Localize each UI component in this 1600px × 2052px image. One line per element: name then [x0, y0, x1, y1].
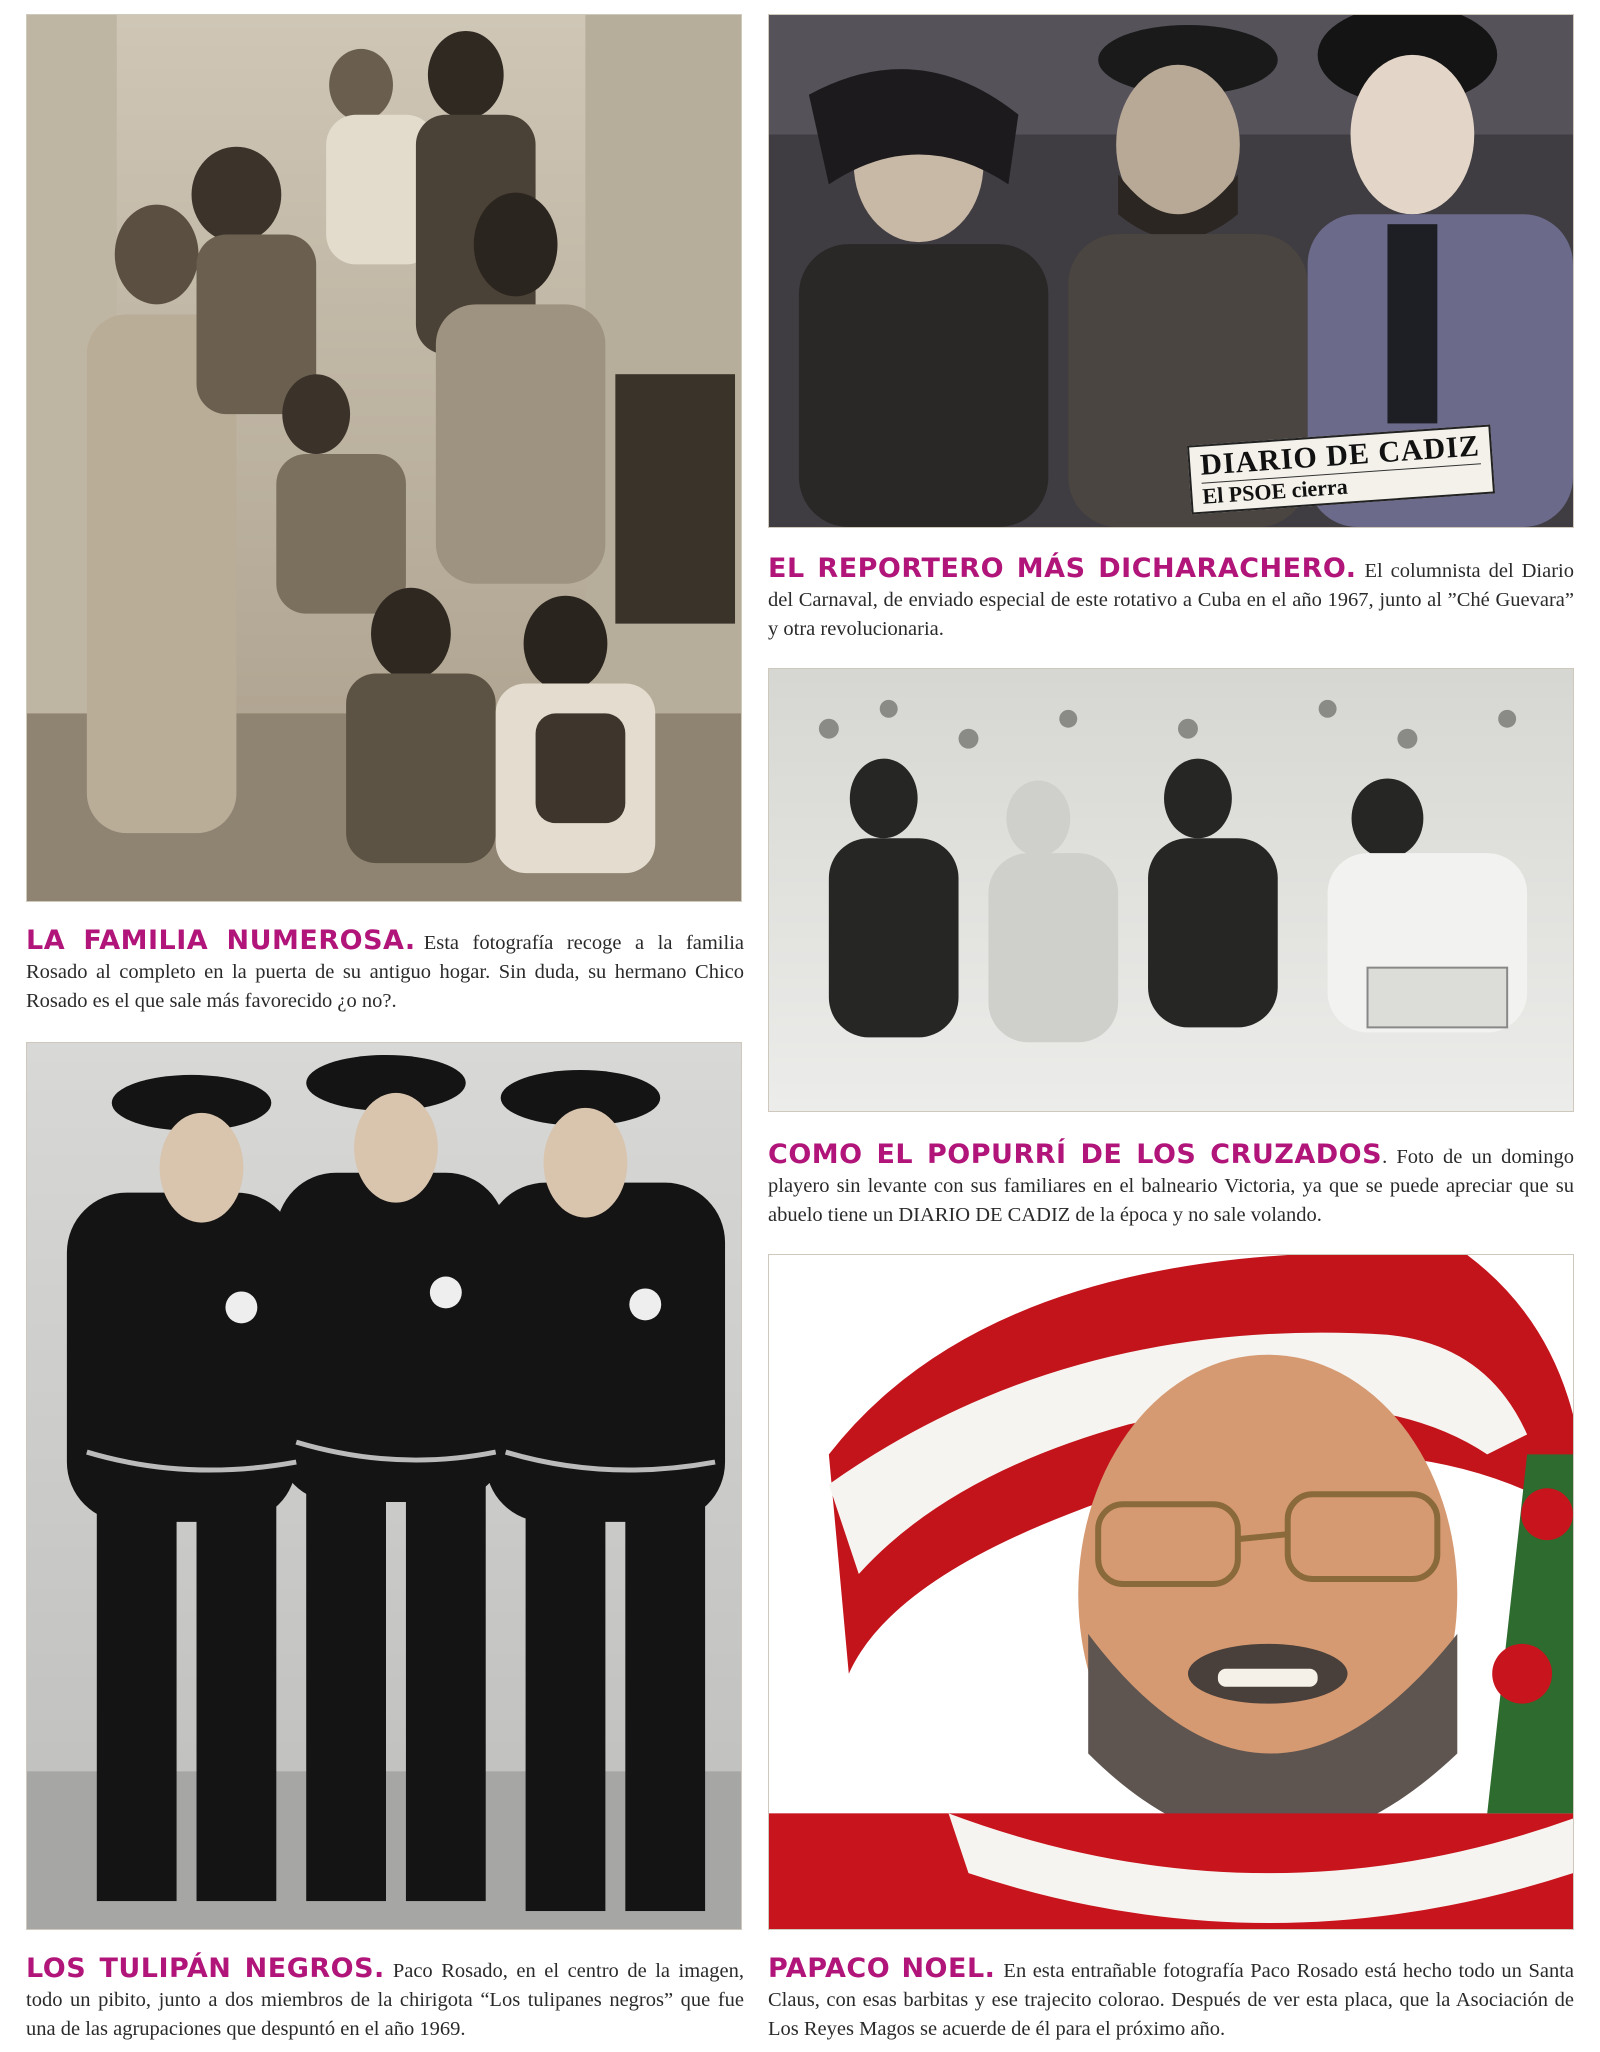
tulipanes-headline: LOS TULIPÁN NEGROS. [26, 1953, 385, 1984]
santa-headline: PAPACO NOEL. [768, 1953, 996, 1984]
reporter-caption [768, 554, 1574, 644]
santa-photo [768, 1254, 1574, 1930]
beach-text: . Foto de un domingo playero sin levante con sus familiares en el balneario Victoria, ya que se puede apreciar que su abuelo tiene un DIARIO DE CADIZ de la época y no sale volando. [768, 1146, 1574, 1226]
newspaper-title: DIARIO DE CADIZ [1199, 429, 1481, 482]
reporter-text: El columnista del Diario del Carnaval, de enviado especial de este rotativo a Cuba en el año 1967, junto al ”Ché Guevara” y otra revolucionaria. [768, 560, 1574, 640]
reporter-headline: EL REPORTERO MÁS DICHARACHERO. [768, 553, 1357, 584]
santa-caption [768, 1954, 1574, 2044]
beach-headline: COMO EL POPURRÍ DE LOS CRUZADOS [768, 1139, 1383, 1170]
beach-photo [768, 668, 1574, 1112]
tulipanes-caption [26, 1954, 744, 2044]
tulipanes-photo [26, 1042, 742, 1930]
beach-photo-image [769, 669, 1573, 1111]
tulipanes-photo-image [27, 1043, 741, 1929]
tulipanes-text: Paco Rosado, en el centro de la imagen, todo un pibito, junto a dos miembros de la chirigota “Los tulipanes negros” que fue una de las agrupaciones que despuntó en el año 1969. [26, 1960, 744, 2040]
family-text: Esta fotografía recoge a la familia Rosado al completo en la puerta de su antiguo hogar. Sin duda, su hermano Chico Rosado es el que sale más favorecido ¿o no?. [26, 932, 744, 1012]
beach-caption [768, 1140, 1574, 1230]
family-photo-image [27, 15, 741, 901]
family-caption [26, 926, 744, 1016]
reporter-photo [768, 14, 1574, 528]
newspaper-subtitle: El PSOE cierra [1202, 463, 1483, 509]
family-headline: LA FAMILIA NUMEROSA. [26, 925, 416, 956]
family-photo [26, 14, 742, 902]
santa-photo-image [769, 1255, 1573, 1929]
santa-text: En esta entrañable fotografía Paco Rosado está hecho todo un Santa Claus, con esas barbitas y ese trajecito colorao. Después de ver esta placa, que la Asociación de Los Reyes Magos se acuerde de él para el próximo año. [768, 1960, 1574, 2040]
